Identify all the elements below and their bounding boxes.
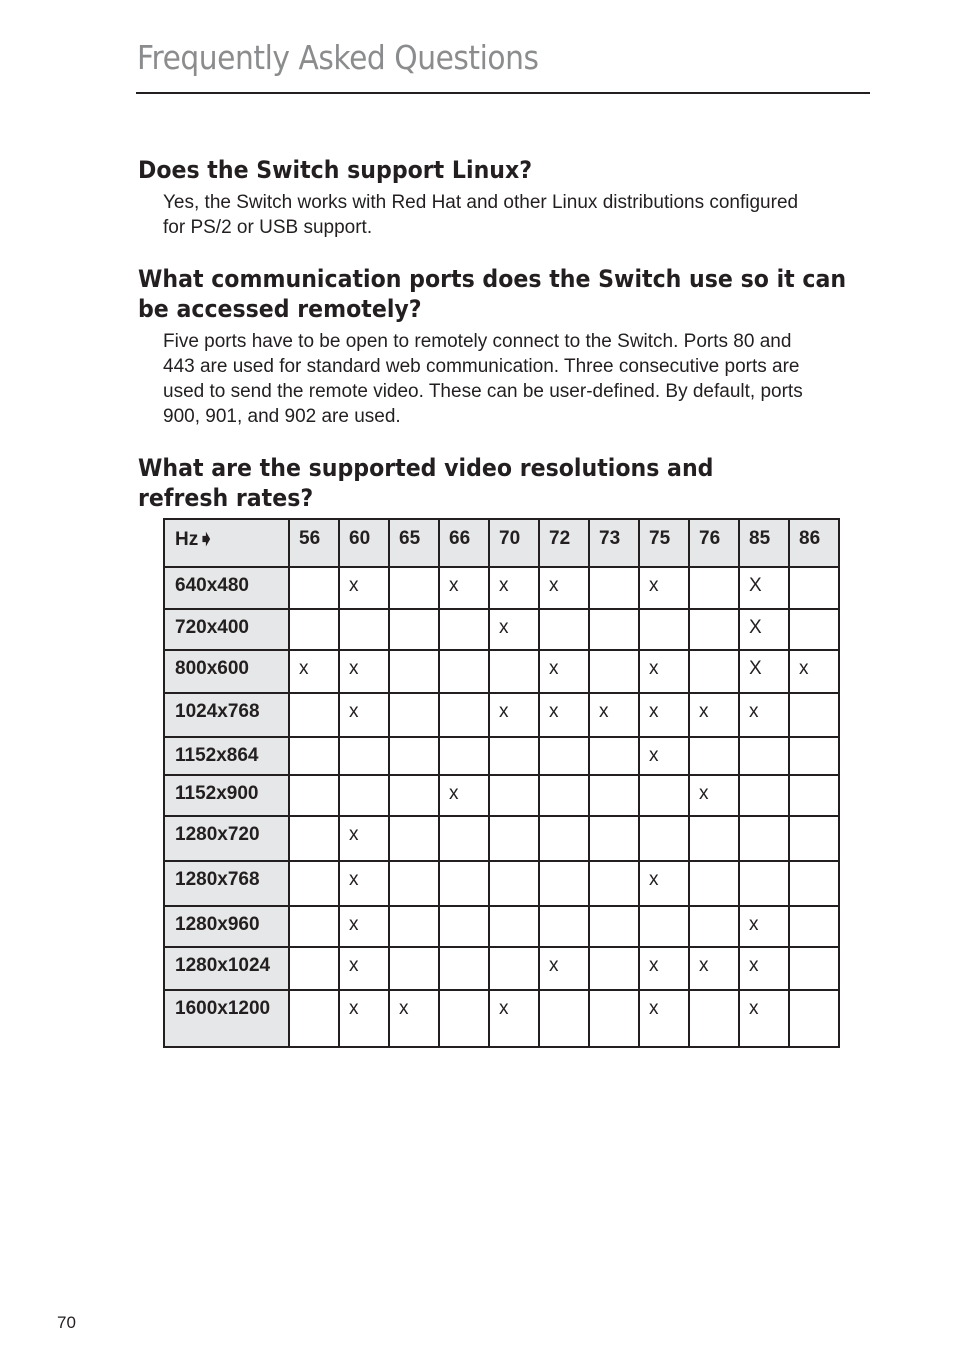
table-cell xyxy=(489,775,539,816)
table-cell: x xyxy=(739,947,789,990)
question-line: be accessed remotely? xyxy=(138,295,422,323)
table-cell xyxy=(639,906,689,947)
table-cell: x xyxy=(339,567,389,609)
table-cell xyxy=(539,906,589,947)
column-header-hz: 66 xyxy=(439,519,489,567)
table-cell: x xyxy=(489,990,539,1047)
table-cell: x xyxy=(639,567,689,609)
table-cell xyxy=(439,906,489,947)
table-cell xyxy=(289,737,339,775)
table-cell: X xyxy=(739,609,789,650)
table-cell xyxy=(489,861,539,906)
table-cell: x xyxy=(789,650,839,693)
table-cell xyxy=(439,737,489,775)
table-cell: x xyxy=(339,861,389,906)
table-cell xyxy=(389,567,439,609)
resolution-table xyxy=(163,518,840,1048)
answer-line: Yes, the Switch works with Red Hat and other Linux distributions configured xyxy=(163,192,799,213)
table-cell xyxy=(589,650,639,693)
table-cell xyxy=(289,816,339,861)
table-cell xyxy=(439,990,489,1047)
row-header-resolution: 640x480 xyxy=(164,567,289,609)
table-cell xyxy=(639,775,689,816)
table-cell xyxy=(389,650,439,693)
table-cell: x xyxy=(589,693,639,737)
column-header-hz: 56 xyxy=(289,519,339,567)
table-cell: x xyxy=(439,567,489,609)
column-header-hz: 65 xyxy=(389,519,439,567)
table-cell xyxy=(589,567,639,609)
table-cell: x xyxy=(489,693,539,737)
table-cell xyxy=(689,816,739,861)
table-cell: x xyxy=(339,650,389,693)
table-row xyxy=(164,693,839,737)
table-cell xyxy=(389,693,439,737)
table-cell: x xyxy=(689,947,739,990)
table-cell xyxy=(339,609,389,650)
answer-line: used to send the remote video. These can be user-defined. By default, ports xyxy=(163,381,803,402)
table-cell xyxy=(539,609,589,650)
table-cell xyxy=(589,861,639,906)
table-cell xyxy=(439,609,489,650)
table-cell xyxy=(389,906,439,947)
table-cell: x xyxy=(289,650,339,693)
table-cell xyxy=(689,737,739,775)
table-row xyxy=(164,990,839,1047)
table-cell xyxy=(389,737,439,775)
table-cell xyxy=(589,775,639,816)
table-cell: x xyxy=(639,650,689,693)
column-header-hz: 60 xyxy=(339,519,389,567)
page-title: Frequently Asked Questions xyxy=(137,38,539,77)
row-header-resolution: 720x400 xyxy=(164,609,289,650)
table-cell: x xyxy=(339,816,389,861)
column-header-hz: 73 xyxy=(589,519,639,567)
table-cell xyxy=(389,947,439,990)
table-cell xyxy=(289,567,339,609)
table-cell xyxy=(739,861,789,906)
table-cell: x xyxy=(489,567,539,609)
column-header-hz: 75 xyxy=(639,519,689,567)
table-cell xyxy=(589,737,639,775)
question-ports xyxy=(138,264,856,324)
table-cell xyxy=(539,737,589,775)
table-cell xyxy=(689,906,739,947)
table-cell xyxy=(789,693,839,737)
row-header-resolution: 1280x720 xyxy=(164,816,289,861)
table-cell xyxy=(489,816,539,861)
question-line: What are the supported video resolutions and xyxy=(138,454,714,482)
table-cell xyxy=(789,861,839,906)
table-cell xyxy=(789,990,839,1047)
table-cell xyxy=(289,990,339,1047)
table-cell xyxy=(389,609,439,650)
title-rule xyxy=(136,92,870,94)
answer-linux xyxy=(163,190,863,240)
question-line: refresh rates? xyxy=(138,484,314,512)
table-cell: x xyxy=(539,567,589,609)
table-cell xyxy=(639,816,689,861)
table-row xyxy=(164,737,839,775)
table-cell xyxy=(289,906,339,947)
table-cell: x xyxy=(339,947,389,990)
table-cell xyxy=(589,990,639,1047)
table-cell: x xyxy=(639,737,689,775)
table-cell xyxy=(589,947,639,990)
column-header-hz: 85 xyxy=(739,519,789,567)
table-cell xyxy=(739,775,789,816)
table-cell: x xyxy=(389,990,439,1047)
table-cell xyxy=(789,567,839,609)
table-cell xyxy=(639,609,689,650)
table-cell: X xyxy=(739,567,789,609)
table-cell xyxy=(389,775,439,816)
table-cell xyxy=(489,737,539,775)
table-cell xyxy=(739,737,789,775)
table-cell xyxy=(739,816,789,861)
table-cell xyxy=(689,567,739,609)
column-header-hz: 76 xyxy=(689,519,739,567)
row-header-resolution: 1152x900 xyxy=(164,775,289,816)
question-line: What communication ports does the Switch use so it can xyxy=(138,265,847,293)
question-linux: Does the Switch support Linux? xyxy=(138,156,533,184)
question-resolutions xyxy=(138,453,856,513)
table-cell xyxy=(789,947,839,990)
table-row xyxy=(164,861,839,906)
column-header-hz: 86 xyxy=(789,519,839,567)
table-cell xyxy=(789,609,839,650)
table-cell: x xyxy=(339,990,389,1047)
table-cell xyxy=(539,775,589,816)
table-cell: x xyxy=(489,609,539,650)
table-cell xyxy=(289,693,339,737)
table-cell: x xyxy=(539,693,589,737)
row-header-resolution: 1152x864 xyxy=(164,737,289,775)
table-cell xyxy=(689,650,739,693)
table-cell xyxy=(789,737,839,775)
table-cell xyxy=(439,650,489,693)
column-header-hz: 70 xyxy=(489,519,539,567)
table-cell: x xyxy=(739,906,789,947)
table-row xyxy=(164,609,839,650)
table-cell xyxy=(539,816,589,861)
table-cell: x xyxy=(539,650,589,693)
table-cell xyxy=(589,609,639,650)
answer-line: Five ports have to be open to remotely connect to the Switch. Ports 80 and xyxy=(163,331,792,352)
table-cell xyxy=(439,947,489,990)
table-cell xyxy=(289,947,339,990)
table-cell: x xyxy=(439,775,489,816)
table-row xyxy=(164,947,839,990)
row-header-resolution: 1280x768 xyxy=(164,861,289,906)
table-cell xyxy=(289,609,339,650)
answer-ports xyxy=(163,329,863,429)
row-header-resolution: 1600x1200 xyxy=(164,990,289,1047)
table-header-row xyxy=(164,519,839,567)
table-cell xyxy=(439,693,489,737)
answer-line: 443 are used for standard web communication. Three consecutive ports are xyxy=(163,356,800,377)
table-cell: X xyxy=(739,650,789,693)
table-cell xyxy=(339,775,389,816)
table-cell: x xyxy=(739,990,789,1047)
table-row xyxy=(164,775,839,816)
table-cell xyxy=(789,775,839,816)
table-cell: x xyxy=(689,775,739,816)
answer-line: for PS/2 or USB support. xyxy=(163,217,373,238)
row-header-resolution: 1280x1024 xyxy=(164,947,289,990)
table-cell xyxy=(489,947,539,990)
answer-line: 900, 901, and 902 are used. xyxy=(163,406,401,427)
table-row xyxy=(164,906,839,947)
table-cell xyxy=(789,906,839,947)
table-cell xyxy=(389,816,439,861)
column-header-hz: 72 xyxy=(539,519,589,567)
table-cell xyxy=(539,990,589,1047)
table-cell xyxy=(789,816,839,861)
table-row xyxy=(164,567,839,609)
table-cell xyxy=(289,861,339,906)
table-cell xyxy=(489,906,539,947)
table-cell xyxy=(589,816,639,861)
table-cell: x xyxy=(639,693,689,737)
row-header-resolution: 1024x768 xyxy=(164,693,289,737)
row-header-resolution: 1280x960 xyxy=(164,906,289,947)
table-cell: x xyxy=(739,693,789,737)
table-cell xyxy=(439,816,489,861)
table-row xyxy=(164,816,839,861)
table-corner-label: Hz➧ xyxy=(164,519,289,567)
table-cell xyxy=(389,861,439,906)
table-cell: x xyxy=(339,906,389,947)
table-cell xyxy=(589,906,639,947)
table-cell: x xyxy=(639,861,689,906)
table-cell xyxy=(689,861,739,906)
table-cell: x xyxy=(639,990,689,1047)
table-row xyxy=(164,650,839,693)
table-cell xyxy=(539,861,589,906)
table-cell xyxy=(689,609,739,650)
table-cell xyxy=(439,861,489,906)
table-cell xyxy=(689,990,739,1047)
row-header-resolution: 800x600 xyxy=(164,650,289,693)
table-cell: x xyxy=(539,947,589,990)
table-cell: x xyxy=(689,693,739,737)
page-number: 70 xyxy=(57,1313,76,1332)
table-cell: x xyxy=(339,693,389,737)
table-cell xyxy=(339,737,389,775)
table-cell xyxy=(489,650,539,693)
table-cell: x xyxy=(639,947,689,990)
table-cell xyxy=(289,775,339,816)
